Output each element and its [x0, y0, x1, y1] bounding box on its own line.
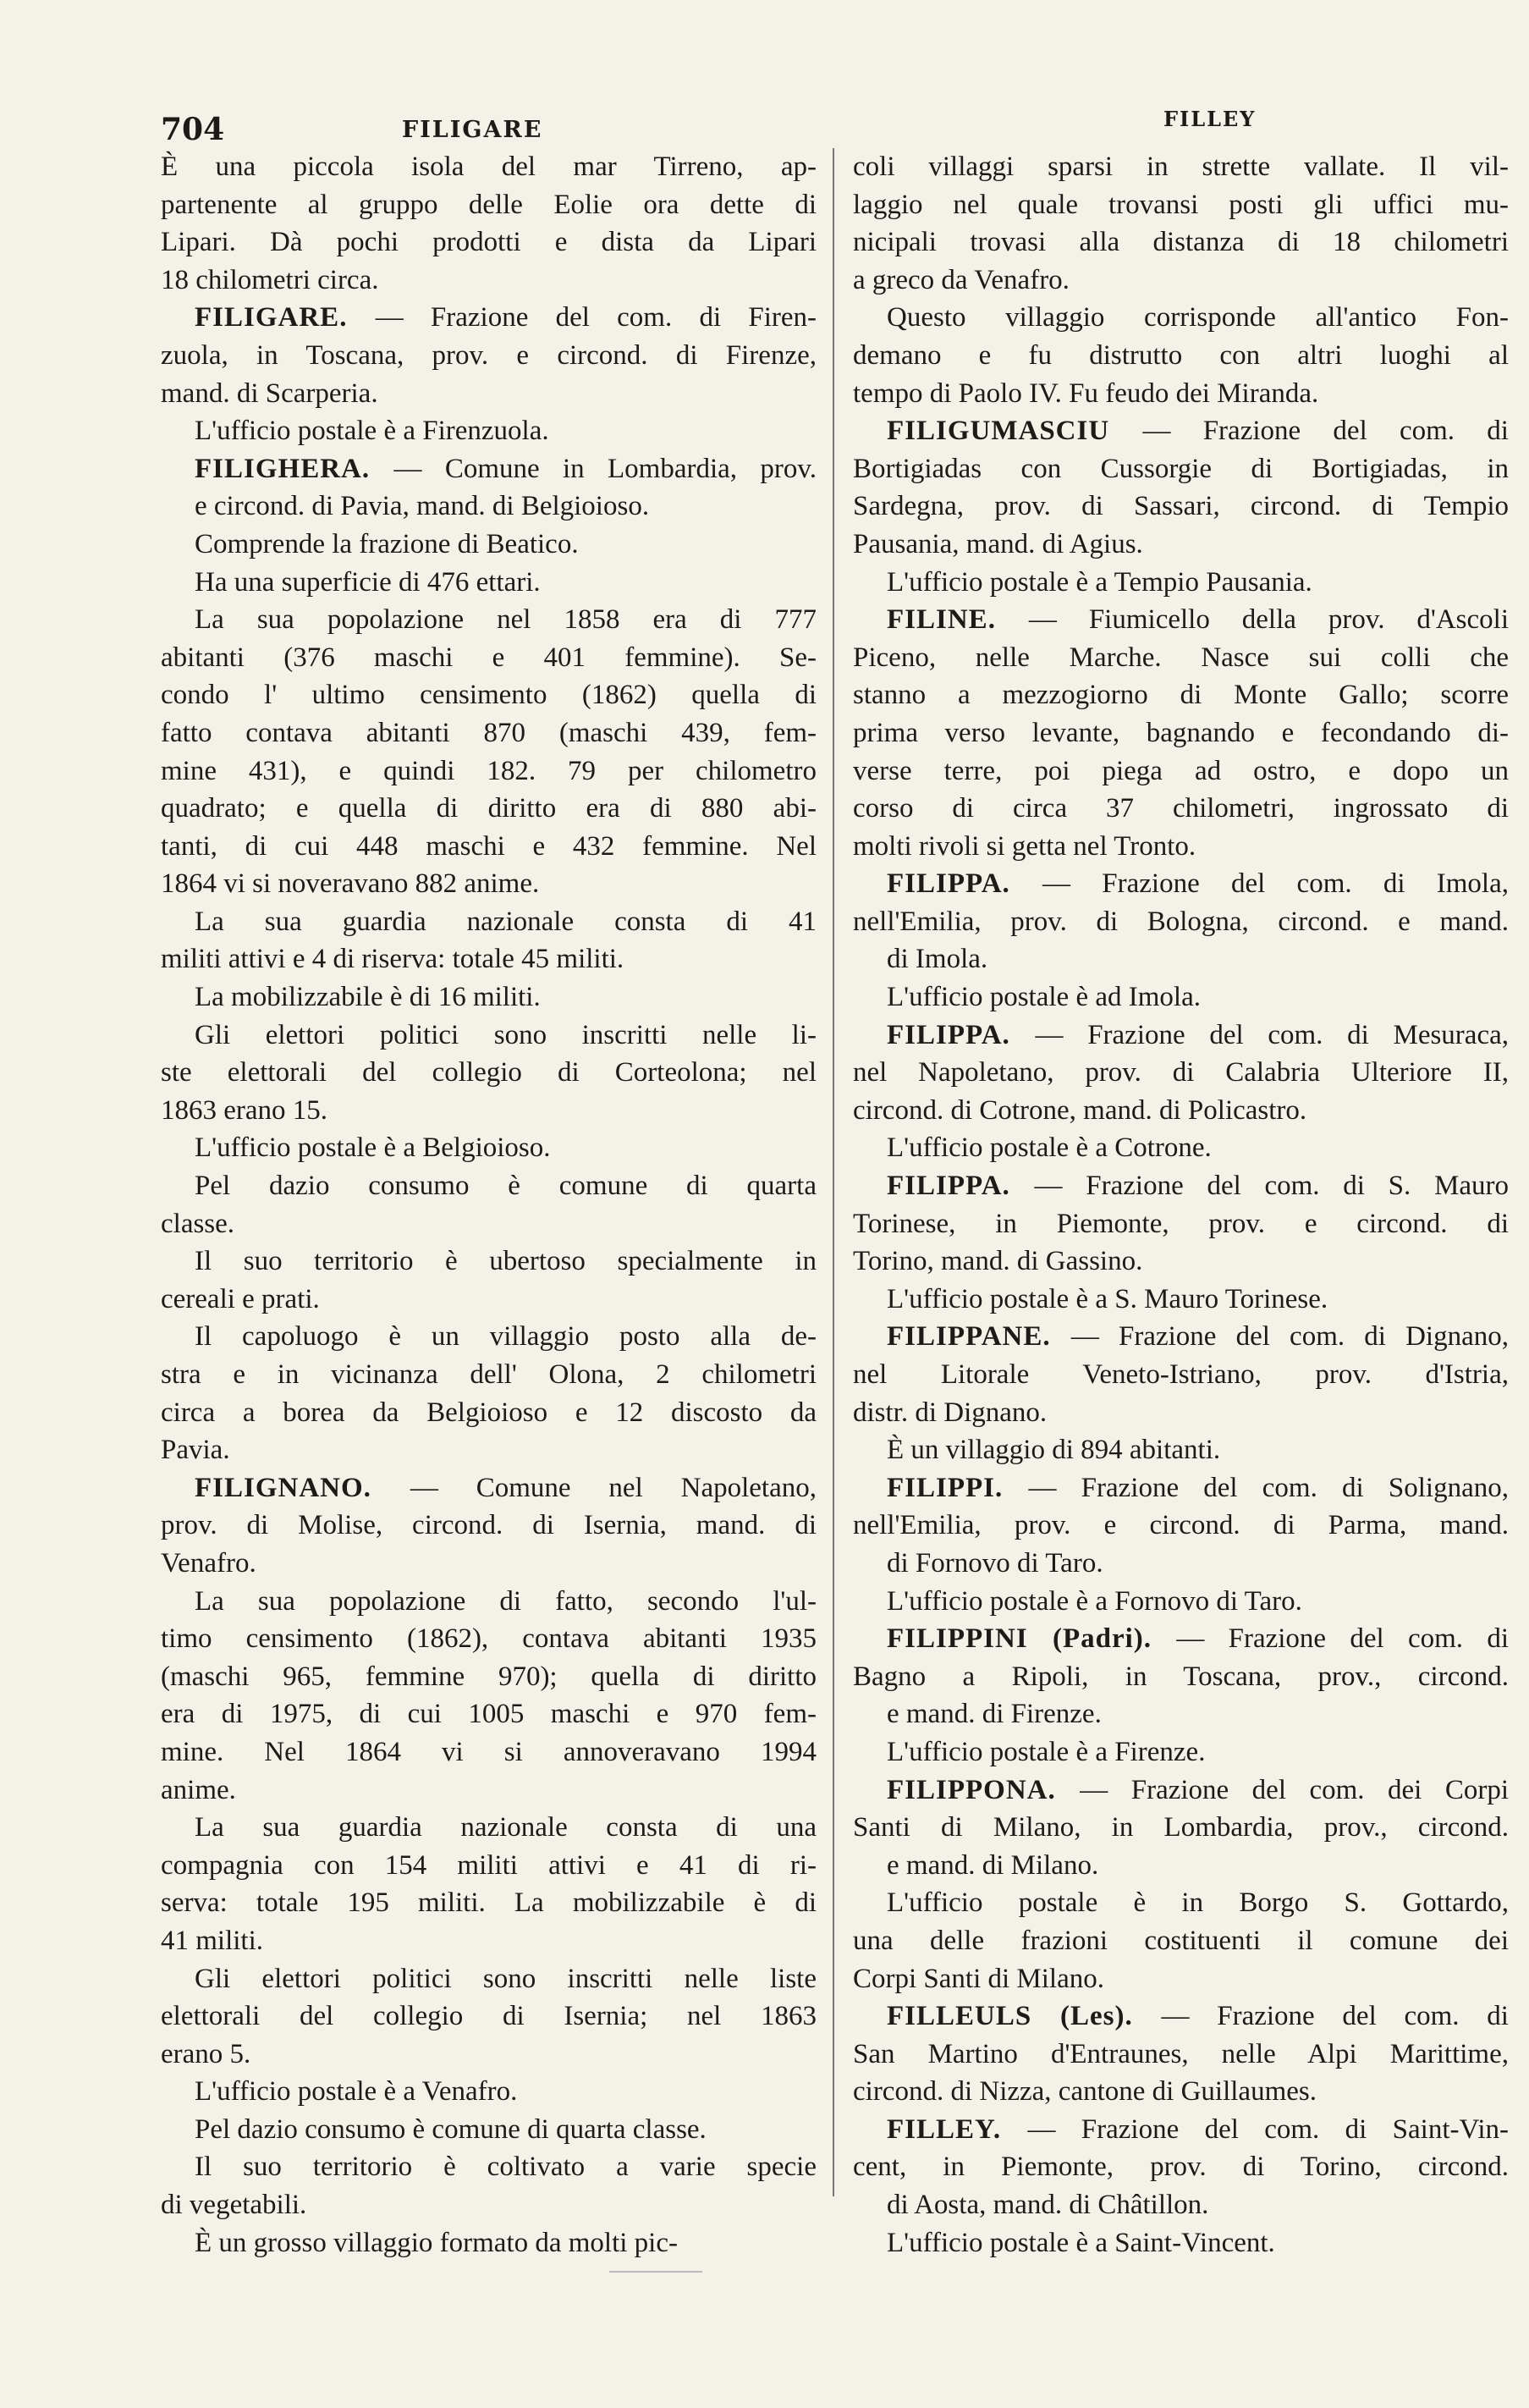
text-line: FILINE. — Fiumicello della prov. d'Ascoli: [887, 604, 1509, 636]
text-line: Sardegna, prov. di Sassari, circond. di Tempio: [853, 491, 1509, 522]
text-line: FILIGHERA. — Comune in Lombardia, prov.: [195, 453, 817, 484]
text-line: nell'Emilia, prov. di Bologna, circond. e mand.: [853, 906, 1509, 937]
entry-headword: FILIPPA.: [887, 1171, 1035, 1202]
text-line: e mand. di Firenze.: [887, 1699, 1102, 1730]
text-line: coli villaggi sparsi in strette vallate. Il vil-: [853, 152, 1509, 182]
text-line: circond. di Nizza, cantone di Guillaumes.: [853, 2076, 1317, 2108]
running-head-left: FILIGARE: [402, 117, 543, 143]
entry-headword: FILIPPINI (Padri).: [887, 1623, 1177, 1655]
text-line: La sua popolazione nel 1858 era di 777: [195, 604, 817, 636]
text-line: mine 431), e quindi 182. 79 per chilometro: [161, 755, 817, 786]
text-line: FILIPPA. — Frazione del com. di S. Mauro: [887, 1171, 1509, 1202]
text-line: Piceno, nelle Marche. Nasce sui colli che: [853, 642, 1509, 673]
text-line: Gli elettori politici sono inscritti nelle liste: [195, 1963, 817, 1994]
text-line: Pausania, mand. di Agius.: [853, 528, 1143, 559]
right-text-column: [853, 148, 1509, 2262]
text-line: mand. di Scarperia.: [161, 377, 378, 409]
text-line: Il suo territorio è ubertoso specialmente in: [195, 1246, 817, 1277]
text-line: partenente al gruppo delle Eolie ora dette di: [161, 189, 817, 220]
text-line: compagnia con 154 militi attivi e 41 di ri-: [161, 1849, 817, 1881]
text-line: L'ufficio postale è a Venafro.: [195, 2076, 518, 2108]
entry-headword: FILIGHERA.: [195, 453, 394, 484]
text-line: Pavia.: [161, 1435, 230, 1466]
text-line: anime.: [161, 1774, 236, 1805]
text-line: L'ufficio postale è a Saint-Vincent.: [887, 2227, 1275, 2258]
text-line: 1864 vi si noveravano 882 anime.: [161, 868, 540, 900]
text-line: a greco da Venafro.: [853, 264, 1070, 295]
text-line: ste elettorali del collegio di Corteolona; nel: [161, 1057, 817, 1088]
text-line: di Imola.: [887, 944, 988, 975]
text-line: È un grosso villaggio formato da molti pic-: [195, 2227, 678, 2258]
text-line: e circond. di Pavia, mand. di Belgioioso.: [195, 491, 650, 522]
text-line: distr. di Dignano.: [853, 1397, 1048, 1428]
entry-headword: FILIPPI.: [887, 1472, 1029, 1503]
text-line: FILIGUMASCIU — Frazione del com. di: [887, 416, 1509, 447]
text-line: La mobilizzabile è di 16 militi.: [195, 982, 541, 1013]
entry-headword: FILLEULS (Les).: [887, 2001, 1162, 2032]
text-line: FILIGNANO. — Comune nel Napoletano,: [195, 1472, 817, 1503]
text-line: Venafro.: [161, 1547, 256, 1579]
text-line: di vegetabili.: [161, 2190, 307, 2221]
text-line: di Fornovo di Taro.: [887, 1547, 1103, 1579]
text-line: È una piccola isola del mar Tirreno, ap-: [161, 152, 817, 182]
text-line: militi attivi e 4 di riserva: totale 45 militi.: [161, 944, 624, 975]
entry-headword: FILIGARE.: [195, 302, 376, 333]
text-line: 18 chilometri circa.: [161, 264, 379, 295]
text-line: La sua popolazione di fatto, secondo l'ul-: [195, 1585, 817, 1617]
entry-headword: FILIGUMASCIU: [887, 416, 1143, 447]
text-line: Comprende la frazione di Beatico.: [195, 528, 579, 559]
text-line: corso di circa 37 chilometri, ingrossato di: [853, 793, 1509, 824]
text-line: Il suo territorio è coltivato a varie specie: [195, 2152, 817, 2183]
text-line: quadrato; e quella di diritto era di 880 abi-: [161, 793, 817, 824]
column-divider: [833, 148, 834, 2196]
text-line: fatto contava abitanti 870 (maschi 439, fem-: [161, 717, 817, 748]
entry-headword: FILIGNANO.: [195, 1472, 410, 1503]
text-line: Gli elettori politici sono inscritti nelle li-: [195, 1019, 817, 1050]
text-line: Torinese, in Piemonte, prov. e circond. di: [853, 1208, 1509, 1239]
entry-headword: FILINE.: [887, 604, 1029, 636]
text-line: FILIGARE. — Frazione del com. di Firen-: [195, 302, 817, 333]
text-line: FILLEULS (Les). — Frazione del com. di: [887, 2001, 1509, 2032]
text-line: L'ufficio postale è a Cotrone.: [887, 1132, 1212, 1164]
text-line: cent, in Piemonte, prov. di Torino, circond.: [853, 2152, 1509, 2183]
entry-headword: FILIPPA.: [887, 868, 1043, 900]
text-line: San Martino d'Entraunes, nelle Alpi Marittime,: [853, 2038, 1509, 2069]
left-text-column: [161, 148, 817, 2262]
text-line: L'ufficio postale è a Belgioioso.: [195, 1132, 551, 1164]
text-line: 41 militi.: [161, 1925, 264, 1956]
text-line: 1863 erano 15.: [161, 1094, 328, 1126]
text-line: nel Napoletano, prov. di Calabria Ulteriore II,: [853, 1057, 1509, 1088]
text-line: L'ufficio postale è a Firenze.: [887, 1736, 1206, 1767]
text-line: Torino, mand. di Gassino.: [853, 1246, 1143, 1277]
text-line: L'ufficio postale è a Tempio Pausania.: [887, 566, 1312, 598]
text-line: verse terre, poi piega ad ostro, e dopo un: [853, 755, 1509, 786]
text-line: Pel dazio consumo è comune di quarta: [195, 1171, 817, 1202]
text-line: FILIPPINI (Padri). — Frazione del com. di: [887, 1623, 1509, 1655]
text-line: FILIPPI. — Frazione del com. di Solignano,: [887, 1472, 1509, 1503]
text-line: molti rivoli si getta nel Tronto.: [853, 830, 1196, 862]
text-line: Corpi Santi di Milano.: [853, 1963, 1104, 1994]
text-line: mine. Nel 1864 vi si annoveravano 1994: [161, 1736, 817, 1767]
text-line: circa a borea da Belgioioso e 12 discosto da: [161, 1397, 817, 1428]
running-head-right: FILLEY: [1163, 107, 1257, 131]
text-line: di Aosta, mand. di Châtillon.: [887, 2190, 1209, 2221]
text-line: tempo di Paolo IV. Fu feudo dei Miranda.: [853, 377, 1319, 409]
entry-headword: FILIPPA.: [887, 1019, 1036, 1050]
text-line: nell'Emilia, prov. e circond. di Parma, mand.: [853, 1510, 1509, 1541]
text-line: circond. di Cotrone, mand. di Policastro.: [853, 1094, 1307, 1126]
text-line: L'ufficio postale è a Firenzuola.: [195, 416, 549, 447]
text-line: e mand. di Milano.: [887, 1849, 1099, 1881]
text-line: abitanti (376 maschi e 401 femmine). Se-: [161, 642, 817, 673]
text-line: Il capoluogo è un villaggio posto alla de-: [195, 1321, 817, 1353]
text-line: nicipali trovasi alla distanza di 18 chilometri: [853, 227, 1509, 258]
text-line: serva: totale 195 militi. La mobilizzabile è di: [161, 1887, 817, 1919]
page-number: 704: [161, 112, 225, 147]
text-line: L'ufficio postale è a Fornovo di Taro.: [887, 1585, 1302, 1617]
text-line: L'ufficio postale è in Borgo S. Gottardo,: [887, 1887, 1509, 1919]
text-line: demano e fu distrutto con altri luoghi al: [853, 339, 1509, 371]
text-line: laggio nel quale trovansi posti gli uffici mu-: [853, 189, 1509, 220]
text-line: stanno a mezzogiorno di Monte Gallo; scorre: [853, 680, 1509, 711]
text-line: zuola, in Toscana, prov. e circond. di Firenze,: [161, 339, 817, 371]
text-line: Pel dazio consumo è comune di quarta classe.: [195, 2113, 707, 2145]
text-line: tanti, di cui 448 maschi e 432 femmine. Nel: [161, 830, 817, 862]
text-line: FILIPPA. — Frazione del com. di Imola,: [887, 868, 1509, 900]
entry-headword: FILIPPANE.: [887, 1321, 1071, 1353]
text-line: condo l' ultimo censimento (1862) quella di: [161, 680, 817, 711]
text-line: Lipari. Dà pochi prodotti e dista da Lipari: [161, 227, 817, 258]
text-line: classe.: [161, 1208, 235, 1239]
text-line: era di 1975, di cui 1005 maschi e 970 fem-: [161, 1699, 817, 1730]
text-line: stra e in vicinanza dell' Olona, 2 chilometri: [161, 1359, 817, 1390]
text-line: L'ufficio postale è ad Imola.: [887, 982, 1201, 1013]
text-line: Questo villaggio corrisponde all'antico Fon-: [887, 302, 1509, 333]
text-line: timo censimento (1862), contava abitanti 1935: [161, 1623, 817, 1655]
text-line: prima verso levante, bagnando e fecondando di-: [853, 717, 1509, 748]
footer-rule: [609, 2271, 702, 2273]
text-line: nel Litorale Veneto-Istriano, prov. d'Istria,: [853, 1359, 1509, 1390]
text-line: FILIPPANE. — Frazione del com. di Dignano,: [887, 1321, 1509, 1353]
text-line: FILIPPA. — Frazione del com. di Mesuraca,: [887, 1019, 1509, 1050]
text-line: Santi di Milano, in Lombardia, prov., circond.: [853, 1812, 1509, 1843]
text-line: cereali e prati.: [161, 1283, 320, 1314]
text-line: È un villaggio di 894 abitanti.: [887, 1435, 1221, 1466]
entry-headword: FILIPPONA.: [887, 1774, 1081, 1805]
text-line: Bortigiadas con Cussorgie di Bortigiadas, in: [853, 453, 1509, 484]
text-line: Bagno a Ripoli, in Toscana, prov., circond.: [853, 1661, 1509, 1692]
text-line: L'ufficio postale è a S. Mauro Torinese.: [887, 1283, 1328, 1314]
text-line: La sua guardia nazionale consta di una: [195, 1812, 817, 1843]
entry-headword: FILLEY.: [887, 2113, 1028, 2145]
text-line: FILLEY. — Frazione del com. di Saint-Vin-: [887, 2113, 1509, 2145]
text-line: una delle frazioni costituenti il comune dei: [853, 1925, 1509, 1956]
text-line: Ha una superficie di 476 ettari.: [195, 566, 541, 598]
text-line: (maschi 965, femmine 970); quella di diritto: [161, 1661, 817, 1692]
text-line: erano 5.: [161, 2038, 251, 2069]
text-line: prov. di Molise, circond. di Isernia, mand. di: [161, 1510, 817, 1541]
text-line: elettorali del collegio di Isernia; nel 1863: [161, 2001, 817, 2032]
text-line: La sua guardia nazionale consta di 41: [195, 906, 817, 937]
text-line: FILIPPONA. — Frazione del com. dei Corpi: [887, 1774, 1509, 1805]
